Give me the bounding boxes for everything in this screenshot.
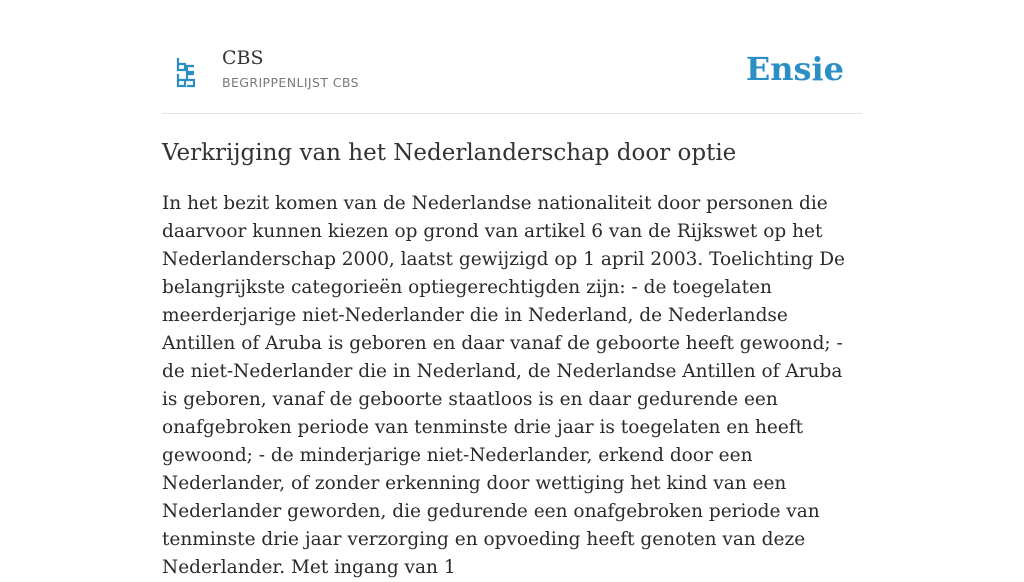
- article-title: Verkrijging van het Nederlanderschap door optie: [162, 140, 737, 166]
- cbs-logo-icon[interactable]: [175, 56, 197, 88]
- source-name[interactable]: CBS: [222, 47, 264, 69]
- ensie-logo-link[interactable]: Ensie: [745, 50, 844, 88]
- article-body: In het bezit komen van de Nederlandse nationaliteit door personen die daarvoor kunnen kiezen op grond van artikel 6 van de Rijkswet op het Nederlanderschap 2000, laatst gewijzigd op 1 april 2003. Toelichting De belangrijkste categorieën optiegerechtigden zijn: - de toegelaten meerderjarige niet-Nederlander die in Nederland, de Nederlandse Antillen of Aruba is geboren en daar vanaf de geboorte heeft gewoond; - de niet-Nederlander die in Nederland, de Nederlandse Antillen of Aruba is geboren, vanaf de geboorte staatloos is en daar gedurende een onafgebroken periode van tenminste drie jaar is toegelaten en heeft gewoond; - de minderjarige niet-Nederlander, erkend door een Nederlander, of zonder erkenning door wettiging het kind van een Nederlander geworden, die gedurende een onafgebroken periode van tenminste drie jaar verzorging en opvoeding heeft genoten van deze Nederlander. Met ingang van 1: [162, 193, 846, 578]
- source-subtitle[interactable]: BEGRIPPENLIJST CBS: [222, 75, 359, 90]
- header: [162, 30, 862, 114]
